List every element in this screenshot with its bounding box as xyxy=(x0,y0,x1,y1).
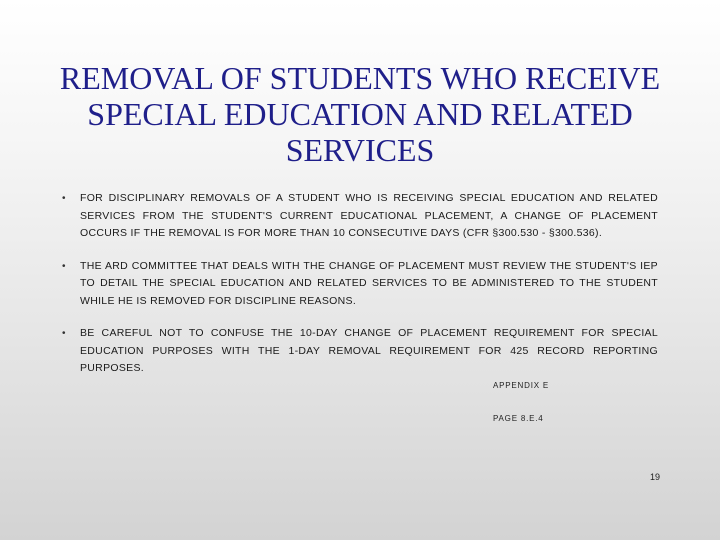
bullet-item xyxy=(62,325,658,378)
bullet-item xyxy=(62,190,658,243)
bullet-text: BE CAREFUL NOT TO CONFUSE THE 10-DAY CHANGE OF PLACEMENT REQUIREMENT FOR SPECIAL EDUCATION PURPOSES WITH THE 1-DAY REMOVAL REQUIREMENT FOR 425 RECORD REPORTING PURPOSES. xyxy=(80,327,658,374)
bullet-marker: • xyxy=(62,328,66,339)
page-reference: PAGE 8.E.4 xyxy=(493,414,544,423)
bullet-list xyxy=(62,190,658,393)
bullet-text: FOR DISCIPLINARY REMOVALS OF A STUDENT WHO IS RECEIVING SPECIAL EDUCATION AND RELATED SERVICES FROM THE STUDENT'S CURRENT EDUCATIONAL PLACEMENT, A CHANGE OF PLACEMENT OCCURS IF THE REMOVAL IS FOR MORE THAN 10 CONSECUTIVE DAYS (CFR §300.530 - §300.536). xyxy=(80,192,658,239)
bullet-text: THE ARD COMMITTEE THAT DEALS WITH THE CHANGE OF PLACEMENT MUST REVIEW THE STUDENT'S IEP TO DETAIL THE SPECIAL EDUCATION AND RELATED SERVICES TO BE ADMINISTERED TO THE STUDENT WHILE HE IS REMOVED FOR DISCIPLINE REASONS. xyxy=(80,259,658,307)
slide-number: 19 xyxy=(649,472,660,482)
appendix-reference: APPENDIX E xyxy=(493,381,550,390)
bullet-item xyxy=(62,258,658,311)
slide-title: REMOVAL OF STUDENTS WHO RECEIVE SPECIAL EDUCATION AND RELATED SERVICES xyxy=(59,60,661,168)
bullet-marker: • xyxy=(62,193,66,204)
bullet-marker: • xyxy=(62,260,66,272)
